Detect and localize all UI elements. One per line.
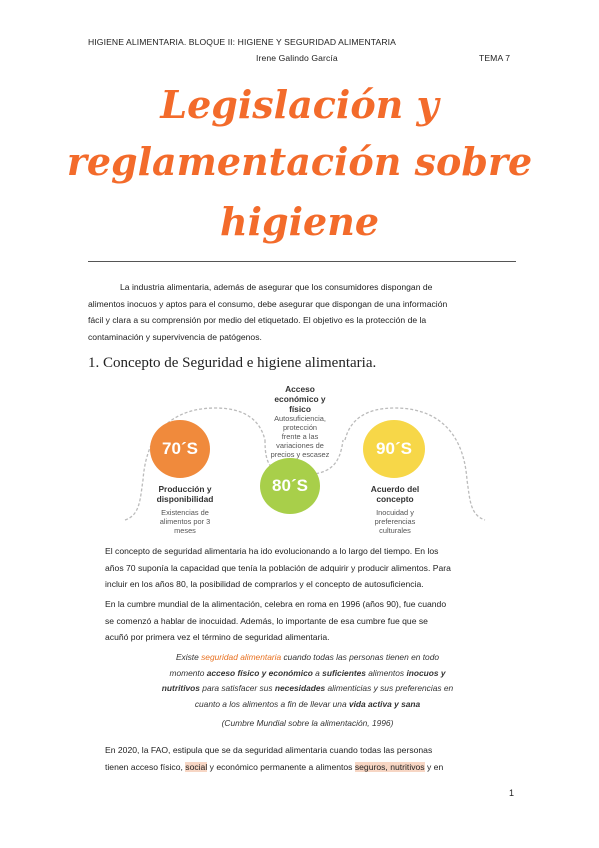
body-line: se comenzó a hablar de inocuidad. Además, lo importante de esa cumbre fue que se <box>105 615 428 626</box>
body-line: acuñó por primera vez el término de seguridad alimentaria. <box>105 632 330 642</box>
top-title: físico <box>289 404 311 414</box>
quote-bold: nutritivos <box>161 683 200 693</box>
intro-line: contaminación y supervivencia de patógenos. <box>88 331 262 342</box>
body-line: años 70 suponía la capacidad que tenía la población de adquirir y producir alimentos. Para <box>105 562 451 573</box>
food-security-diagram <box>105 380 505 535</box>
header-subject: HIGIENE ALIMENTARIA. BLOQUE II: HIGIENE Y SEGURIDAD ALIMENTARIA <box>88 37 396 47</box>
right-sub: culturales <box>379 526 411 535</box>
body-text: y en <box>424 761 444 772</box>
right-sub: Inocuidad y <box>376 508 414 517</box>
quote-line <box>120 650 495 666</box>
quote-text: para satisfacer sus <box>199 683 275 693</box>
left-sub: alimentos por 3 <box>159 517 211 526</box>
right-title: concepto <box>376 494 414 504</box>
circle-90s: 90´S <box>363 420 425 478</box>
top-sub: Autosuficiencia, <box>274 414 326 423</box>
quote-source: (Cumbre Mundial sobre la alimentación, 1996) <box>221 718 394 728</box>
circle-70s: 70´S <box>150 420 210 478</box>
intro-line: La industria alimentaria, además de asegurar que los consumidores dispongan de <box>120 282 433 292</box>
body-paragraph-1 <box>105 543 525 593</box>
left-title: Producción y <box>158 484 212 494</box>
top-title: económico y <box>274 394 326 404</box>
quote-text: cuanto a los alimentos a fin de llevar una <box>194 698 349 709</box>
quote-line <box>120 666 495 682</box>
quote-line <box>120 681 495 697</box>
body-line: incluir en los años 80, la posibilidad de comprarlos y el concepto de autosuficiencia. <box>105 579 424 589</box>
intro-paragraph <box>88 279 518 345</box>
body-line: En la cumbre mundial de la alimentación, celebra en roma en 1996 (años 90), fue cuando <box>105 599 447 609</box>
intro-line: alimentos inocuos y aptos para el consumo, debe asegurar que dispongan de una información <box>88 298 448 309</box>
body-paragraph-3 <box>105 742 525 775</box>
left-title: disponibilidad <box>156 494 214 504</box>
left-label <box>135 484 235 535</box>
circle-80s: 80´S <box>260 458 320 514</box>
top-sub: precios y escasez <box>270 450 330 459</box>
intro-line: fácil y clara a su comprensión por medio del etiquetado. El objetivo es la protección de la <box>88 315 427 325</box>
body-text: tienen acceso físico, <box>105 761 186 772</box>
quote-bold: vida activa y sana <box>348 698 421 709</box>
left-sub: meses <box>174 526 196 535</box>
title-line-1: Legislación y <box>160 82 439 127</box>
quote-text: alimenticias y sus preferencias en <box>325 683 454 693</box>
header-topic: TEMA 7 <box>479 53 511 63</box>
left-sub: Existencias de <box>161 508 209 517</box>
quote-text: cuando todas las personas tienen en todo <box>281 652 440 662</box>
fao-quote <box>120 650 495 732</box>
page-number: 1 <box>509 788 515 798</box>
title-line-2: reglamentación sobre <box>66 139 533 184</box>
quote-text: Existe <box>175 652 202 662</box>
quote-line <box>120 697 495 713</box>
quote-bold: necesidades <box>274 683 326 693</box>
title-line-3: higiene <box>219 199 380 244</box>
quote-text: alimentos <box>365 667 407 678</box>
highlight-social: social <box>185 761 208 772</box>
right-sub: preferencias <box>374 517 416 526</box>
top-title: Acceso <box>285 384 315 394</box>
right-label <box>345 484 445 535</box>
right-title: Acuerdo del <box>370 484 420 494</box>
header-author: Irene Galindo García <box>256 53 338 63</box>
highlight-seguros: seguros, nutritivos <box>354 761 425 772</box>
top-sub: protección <box>282 423 318 432</box>
top-label <box>240 384 360 459</box>
body-line <box>105 759 525 776</box>
body-text: y económico permanente a alimentos <box>207 761 355 772</box>
top-sub: variaciones de <box>276 441 324 450</box>
quote-highlight: seguridad alimentaria <box>201 652 282 662</box>
quote-bold: acceso físico y económico <box>206 667 313 678</box>
quote-bold: suficientes <box>322 667 366 678</box>
quote-bold: inocuos y <box>406 667 446 678</box>
title-divider <box>88 261 516 262</box>
quote-text: momento <box>169 667 207 678</box>
body-line: El concepto de seguridad alimentaria ha ido evolucionando a lo largo del tiempo. En los <box>105 546 439 556</box>
body-paragraph-2 <box>105 596 525 646</box>
section-heading: 1. Concepto de Seguridad e higiene alimentaria. <box>88 355 377 371</box>
quote-text: a <box>312 667 323 678</box>
body-line: En 2020, la FAO, estipula que se da seguridad alimentaria cuando todas las personas <box>105 745 433 755</box>
top-sub: frente a las <box>281 432 319 441</box>
